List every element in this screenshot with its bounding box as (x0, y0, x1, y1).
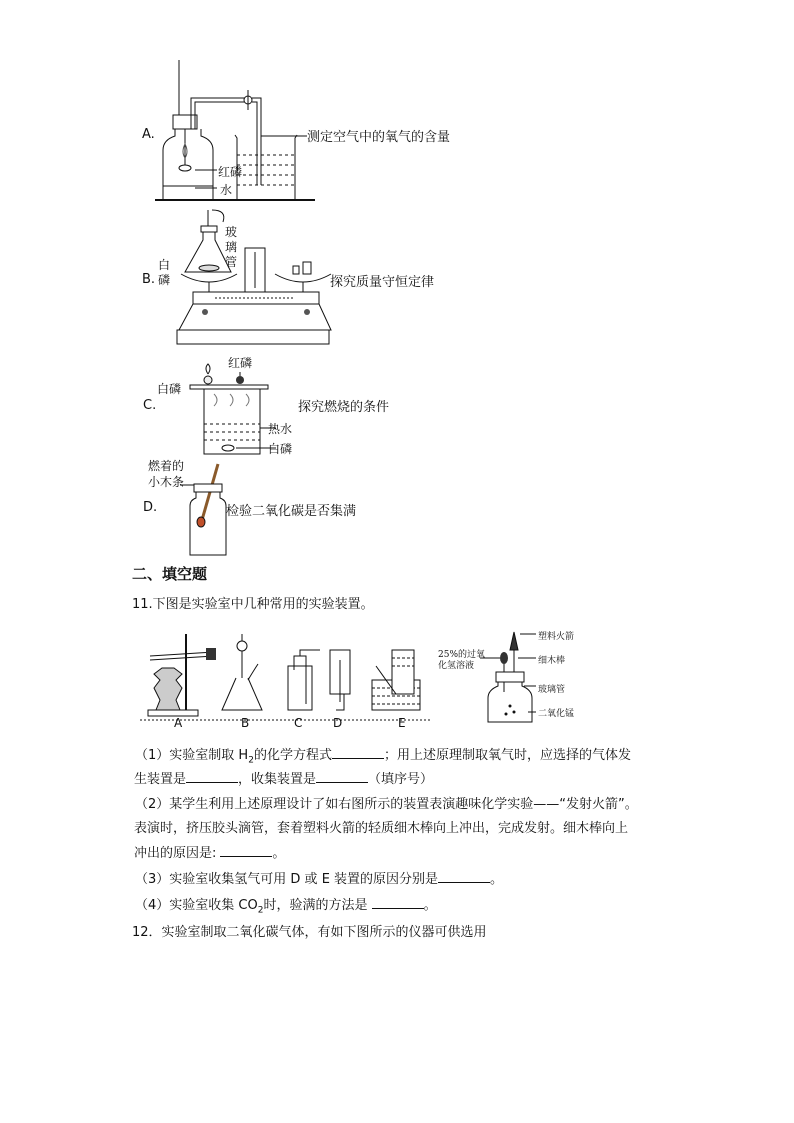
option-c-combustion-apparatus (190, 366, 280, 458)
label-thin-stick: 细木棒 (538, 656, 566, 666)
label-white-phosphorus-top: 白磷 (157, 382, 182, 396)
q11-part1-blank-generator[interactable] (186, 768, 238, 783)
option-a-caption: 测定空气中的氧气的含量 (307, 130, 451, 145)
glass-tube-char-3: 管 (225, 255, 238, 269)
q11-part4-number: （4） (135, 898, 170, 913)
label-peroxide-line-1: 25%的过氧 (438, 650, 486, 660)
q11-part1-text-6: （填序号） (368, 772, 434, 787)
option-c-caption: 探究燃烧的条件 (298, 400, 390, 415)
q11-part2-number: （2） (135, 797, 170, 812)
option-d-caption: 检验二氧化碳是否集满 (226, 504, 357, 519)
option-b-balance (175, 210, 335, 350)
q11-part3-text-1: 实验室收集氢气可用 D 或 E 装置的原因分别是 (169, 872, 439, 887)
glass-tube-char-1: 玻 (225, 225, 238, 239)
q11-part2-text-1: 某学生利用上述原理设计了如右图所示的装置表演趣味化学实验——“发射火箭”。 (169, 797, 638, 812)
label-red-phosphorus-a: 红磷 (218, 165, 243, 179)
label-peroxide (438, 650, 485, 672)
q11-part4-line (135, 894, 437, 922)
label-red-phosphorus-c: 红磷 (228, 356, 253, 370)
option-b-letter: B. (142, 272, 156, 287)
q11-part3-text-2: 。 (490, 872, 504, 887)
q11-part1-text-5: ，收集装置是 (238, 772, 317, 787)
glass-tube-char-2: 璃 (225, 240, 238, 254)
q11-part4-text-3: 。 (423, 898, 437, 913)
q11-part3-blank[interactable] (438, 868, 490, 883)
q11-part3-line (135, 868, 503, 891)
q11-part1-text-2: 的化学方程式 (253, 748, 332, 763)
q11-part4-text-2: 时，验满的方法是 (263, 898, 372, 913)
option-a-letter: A. (142, 127, 155, 142)
q11-part2-text-4: 。 (272, 846, 286, 861)
label-glass-tube (225, 225, 237, 270)
q11-part1-subscript: 2 (248, 755, 254, 766)
apparatus-label-a: A (174, 716, 183, 730)
label-hot-water: 热水 (268, 422, 293, 436)
section-title: 二、填空题 (132, 565, 208, 583)
label-peroxide-line-2: 化氢溶液 (438, 661, 475, 671)
q11-part1-blank-equation[interactable] (332, 744, 384, 759)
q11-part1-blank-collector[interactable] (316, 768, 368, 783)
q11-part1-text-3: ；用上述原理制取氧气时，应选择的气体发 (383, 748, 631, 763)
q11-part2-line2: 表演时，挤压胶头滴管，套着塑料火箭的轻质细木棒向上冲出，完成发射。细木棒向上 (134, 821, 629, 836)
option-c-letter: C. (143, 398, 157, 413)
q11-part1-text-1: 实验室制取 H (169, 748, 249, 763)
q11-part2-blank-reason[interactable] (220, 842, 272, 857)
apparatus-label-b: B (241, 716, 250, 730)
q11-part2-line1 (135, 794, 638, 816)
white-phosphorus-char-2: 磷 (158, 273, 171, 287)
option-a-apparatus (155, 60, 315, 205)
label-white-phosphorus-bottom: 白磷 (268, 442, 293, 456)
q11-part2-line3 (134, 842, 285, 865)
q11-part2-text-3: 冲出的原因是: (134, 846, 217, 861)
q11-part4-blank[interactable] (372, 894, 424, 909)
label-burning-stick (148, 458, 184, 490)
q11-stem: 11.下图是实验室中几种常用的实验装置。 (132, 597, 374, 612)
apparatus-label-c: C (294, 716, 303, 730)
burning-stick-line-1: 燃着的 (148, 459, 185, 473)
q11-part3-number: （3） (135, 872, 170, 887)
label-mno2: 二氧化锰 (538, 709, 575, 719)
apparatus-label-e: E (398, 716, 406, 730)
apparatus-label-d: D (333, 716, 343, 730)
option-d-letter: D. (143, 500, 158, 515)
label-glass-tube-q11: 玻璃管 (538, 685, 566, 695)
label-water-a: 水 (220, 183, 233, 197)
q11-part4-subscript: 2 (257, 905, 264, 916)
q12-stem: 12．实验室制取二氧化碳气体，有如下图所示的仪器可供选用 (132, 925, 487, 940)
label-plastic-rocket: 塑料火箭 (538, 632, 575, 642)
option-b-caption: 探究质量守恒定律 (330, 275, 435, 290)
burning-stick-line-2: 小木条 (148, 475, 185, 489)
q11-apparatus-figure (140, 630, 440, 730)
q11-part1-line2 (134, 768, 433, 791)
label-white-phosphorus-b (158, 258, 170, 288)
white-phosphorus-char-1: 白 (158, 258, 171, 272)
q11-part4-text-1: 实验室收集 CO (169, 898, 258, 913)
q11-part1-text-4: 生装置是 (134, 772, 187, 787)
q11-part1-number: （1） (135, 748, 170, 763)
